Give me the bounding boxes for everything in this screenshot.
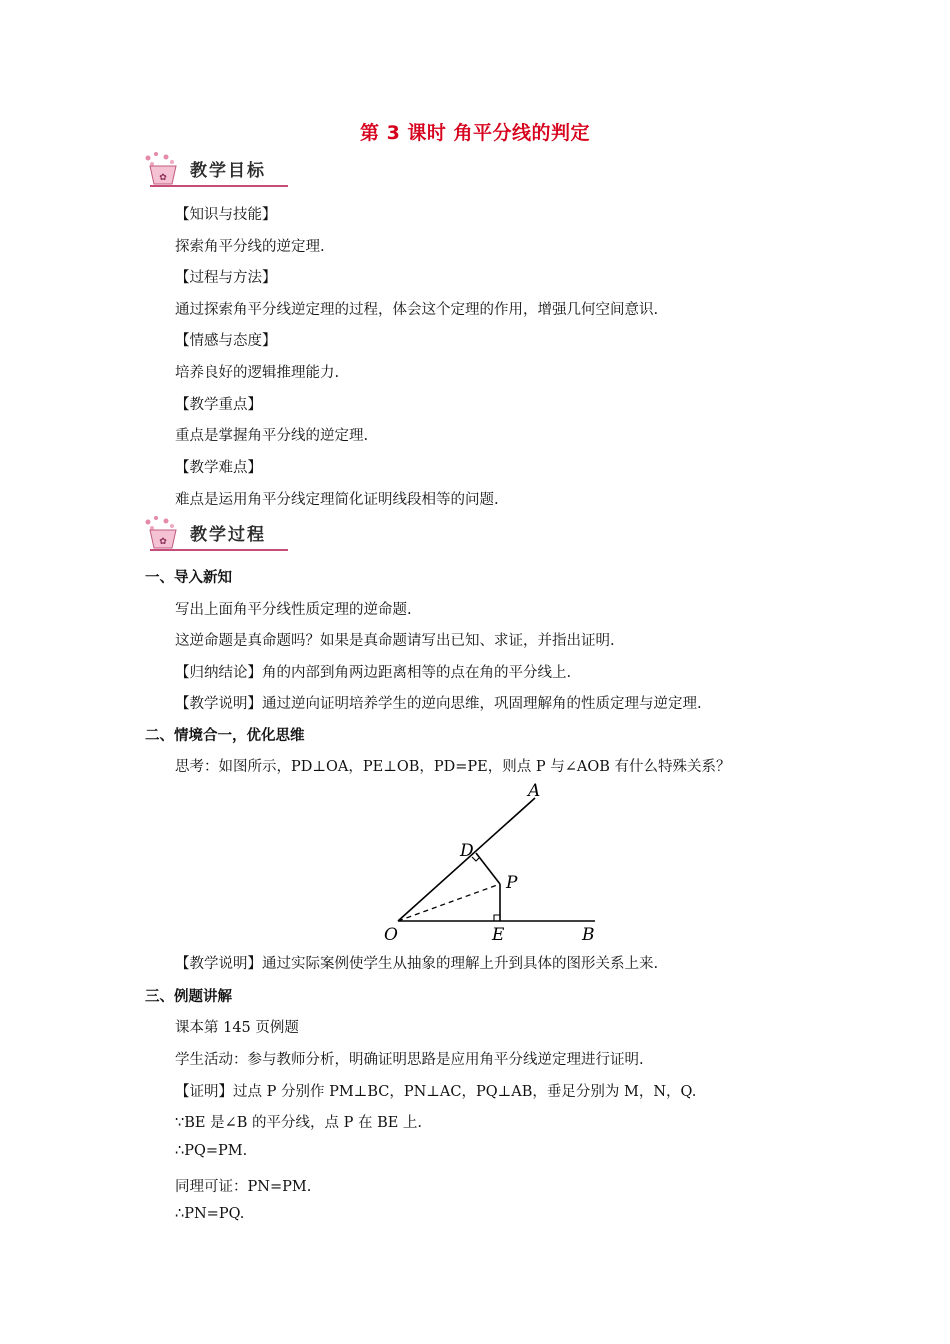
section-line: 课本第 145 页例题 — [175, 1020, 299, 1036]
label-o: O — [384, 925, 398, 945]
section-heading: 二、情境合一，优化思维 — [145, 728, 305, 744]
segment-op-dashed — [398, 884, 500, 921]
process-banner-title: 教学过程 — [190, 525, 266, 545]
teaching-note: 【教学说明】通过实际案例使学生从抽象的理解上升到具体的图形关系上来. — [175, 956, 659, 972]
goals-line: 【情感与态度】 — [175, 333, 277, 349]
right-angle-e — [494, 915, 500, 921]
goals-line: 培养良好的逻辑推理能力. — [175, 365, 340, 381]
goals-banner — [142, 152, 292, 188]
section-line: 学生活动：参与教师分析，明确证明思路是应用角平分线逆定理进行证明. — [175, 1052, 644, 1068]
goals-line: 探索角平分线的逆定理. — [175, 239, 325, 255]
goals-banner-title: 教学目标 — [190, 161, 266, 181]
section-line: 【归纳结论】角的内部到角两边距离相等的点在角的平分线上. — [175, 665, 572, 681]
label-e: E — [492, 925, 505, 945]
process-banner — [142, 516, 292, 552]
section-line: 【教学说明】通过逆向证明培养学生的逆向思维，巩固理解角的性质定理与逆定理. — [175, 696, 702, 712]
section-line: ∵BE 是∠B 的平分线，点 P 在 BE 上. — [175, 1115, 423, 1131]
section-line: ∴PQ=PM. — [175, 1143, 248, 1159]
section-line: 写出上面角平分线性质定理的逆命题. — [175, 602, 412, 618]
goals-line: 重点是掌握角平分线的逆定理. — [175, 428, 369, 444]
goals-line: 难点是运用角平分线定理简化证明线段相等的问题. — [175, 492, 499, 508]
section-line: 这逆命题是真命题吗？如果是真命题请写出已知、求证，并指出证明. — [175, 633, 615, 649]
goals-line: 【教学难点】 — [175, 460, 262, 476]
goals-line: 【知识与技能】 — [175, 207, 277, 223]
section-line: 同理可证：PN=PM. — [175, 1179, 312, 1195]
label-a: A — [528, 781, 541, 801]
svg-text:✿: ✿ — [159, 173, 167, 183]
section-line: 【证明】过点 P 分别作 PM⊥BC，PN⊥AC，PQ⊥AB，垂足分别为 M，N，Q. — [175, 1084, 697, 1100]
section-line: ∴PN=PQ. — [175, 1206, 245, 1222]
label-d: D — [460, 841, 474, 861]
goals-line: 通过探索角平分线逆定理的过程，体会这个定理的作用，增强几何空间意识. — [175, 302, 659, 318]
label-p: P — [506, 873, 518, 893]
goals-line: 【过程与方法】 — [175, 270, 277, 286]
label-b: B — [582, 925, 595, 945]
section-heading: 三、例题讲解 — [145, 989, 232, 1005]
section-heading: 一、导入新知 — [145, 570, 232, 586]
page-title: 第 3 课时 角平分线的判定 — [359, 122, 591, 144]
question-text: 思考：如图所示，PD⊥OA，PE⊥OB，PD=PE，则点 P 与∠AOB 有什么特殊关系？ — [175, 759, 731, 775]
angle-bisector-figure — [380, 780, 620, 945]
goals-line: 【教学重点】 — [175, 397, 262, 413]
svg-text:✿: ✿ — [159, 537, 167, 547]
